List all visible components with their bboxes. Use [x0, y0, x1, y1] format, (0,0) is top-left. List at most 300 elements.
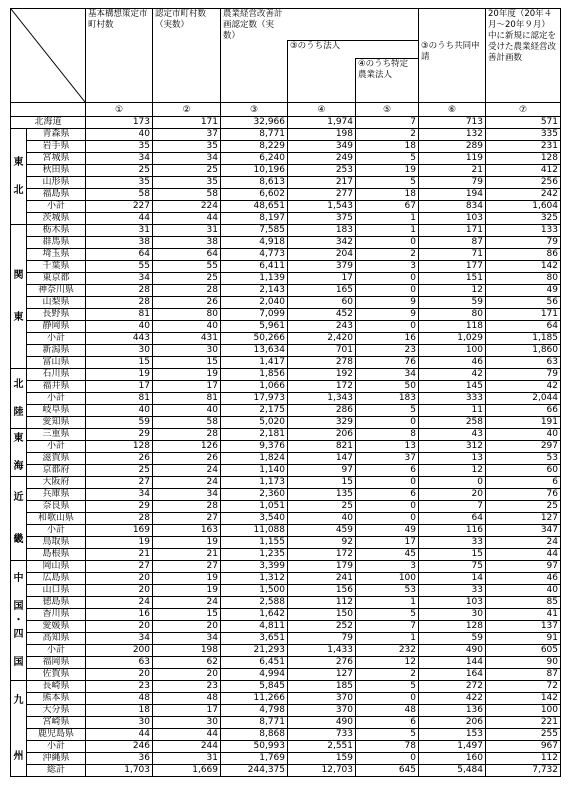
- cell-col2: 35: [153, 177, 221, 189]
- cell-col5: 13: [356, 441, 419, 453]
- cell-col4: 1,433: [288, 645, 356, 657]
- cell-col3: 4,918: [221, 237, 288, 249]
- cell-col5: 50: [356, 381, 419, 393]
- prefecture-name: 奈良県: [27, 501, 86, 513]
- table-row: [11, 549, 561, 561]
- header-col6-label: ③のうち共同申請: [421, 40, 480, 62]
- cell-col6: 42: [419, 369, 486, 381]
- cell-col6: 20: [419, 489, 486, 501]
- cell-col5: 0: [356, 477, 419, 489]
- cell-col1: 35: [86, 177, 153, 189]
- cell-col4: 329: [288, 417, 356, 429]
- cell-col5: 37: [356, 453, 419, 465]
- cell-col1: 26: [86, 453, 153, 465]
- region-label-hokuriku: 北 陸: [11, 369, 27, 429]
- cell-col2: 27: [153, 561, 221, 573]
- cell-col2: 31: [153, 225, 221, 237]
- cell-col1: 81: [86, 309, 153, 321]
- table-row: [11, 261, 561, 273]
- table-row: [11, 405, 561, 417]
- cell-col7: 127: [486, 513, 561, 525]
- cell-col1: 34: [86, 273, 153, 285]
- column-number-4: ④: [288, 103, 356, 117]
- cell-col7: 87: [486, 669, 561, 681]
- table-row: [11, 357, 561, 369]
- cell-col4: 379: [288, 261, 356, 273]
- cell-col6: 103: [419, 597, 486, 609]
- cell-col7: 76: [486, 489, 561, 501]
- cell-col2: 40: [153, 405, 221, 417]
- prefecture-name: 埼玉県: [27, 249, 86, 261]
- cell-col1: 227: [86, 201, 153, 213]
- cell-col1: 16: [86, 609, 153, 621]
- cell-col6: 21: [419, 165, 486, 177]
- cell-col6: 46: [419, 357, 486, 369]
- cell-col2: 55: [153, 261, 221, 273]
- prefecture-name: 山梨県: [27, 297, 86, 309]
- cell-col2: 44: [153, 729, 221, 741]
- cell-col6: 11: [419, 405, 486, 417]
- cell-col3: 1,856: [221, 369, 288, 381]
- cell-col6: 171: [419, 225, 486, 237]
- cell-col1: 20: [86, 585, 153, 597]
- prefecture-name: 島根県: [27, 549, 86, 561]
- table-row: [11, 213, 561, 225]
- cell-col7: 347: [486, 525, 561, 537]
- cell-col6: 1,497: [419, 741, 486, 753]
- cell-col7: 46: [486, 573, 561, 585]
- cell-col6: 0: [419, 477, 486, 489]
- cell-col4: 204: [288, 249, 356, 261]
- cell-col2: 34: [153, 489, 221, 501]
- table-row: [11, 153, 561, 165]
- cell-col5: 78: [356, 741, 419, 753]
- prefecture-name: 沖縄県: [27, 753, 86, 765]
- cell-col2: 40: [153, 321, 221, 333]
- cell-col7: 142: [486, 693, 561, 705]
- subtotal-label: 小計: [27, 393, 86, 405]
- prefecture-name: 富山県: [27, 357, 86, 369]
- cell-col1: 44: [86, 213, 153, 225]
- prefecture-name: 広島県: [27, 573, 86, 585]
- cell-col4: 733: [288, 729, 356, 741]
- cell-col7: 142: [486, 261, 561, 273]
- cell-col1: 63: [86, 657, 153, 669]
- region-label-kanto: 関 東: [11, 225, 27, 369]
- cell-col5: 45: [356, 549, 419, 561]
- cell-col6: 194: [419, 189, 486, 201]
- cell-col5: 8: [356, 429, 419, 441]
- cell-col1: 173: [86, 117, 153, 129]
- cell-col5: 18: [356, 141, 419, 153]
- cell-col6: 1,029: [419, 333, 486, 345]
- table-body: [11, 9, 561, 777]
- cell-col5: 0: [356, 501, 419, 513]
- prefecture-name: 愛媛県: [27, 621, 86, 633]
- cell-col6: 272: [419, 681, 486, 693]
- header-col5: [356, 59, 419, 103]
- cell-col4: 452: [288, 309, 356, 321]
- cell-col1: 28: [86, 513, 153, 525]
- subtotal-row: [11, 333, 561, 345]
- cell-col6: 30: [419, 609, 486, 621]
- cell-col4: 198: [288, 129, 356, 141]
- cell-col5: 6: [356, 465, 419, 477]
- header-col7-label: 20年度（20年４月～20年９月）中に新規に認定を受けた農業経営改善計画数: [488, 9, 557, 63]
- cell-col2: 81: [153, 393, 221, 405]
- header-col6-top: [419, 9, 486, 41]
- table-row: [11, 381, 561, 393]
- cell-col3: 244,375: [221, 765, 288, 777]
- cell-col7: 56: [486, 297, 561, 309]
- cell-col3: 6,240: [221, 153, 288, 165]
- table-row: [11, 729, 561, 741]
- table-row: [11, 597, 561, 609]
- cell-col1: 28: [86, 297, 153, 309]
- cell-col7: 335: [486, 129, 561, 141]
- cell-col2: 19: [153, 537, 221, 549]
- cell-col7: 571: [486, 117, 561, 129]
- cell-col6: 144: [419, 657, 486, 669]
- cell-col7: 24: [486, 537, 561, 549]
- cell-col7: 80: [486, 273, 561, 285]
- cell-col5: 7: [356, 621, 419, 633]
- cell-col1: 55: [86, 261, 153, 273]
- prefecture-name: 鹿児島県: [27, 729, 86, 741]
- cell-col3: 4,811: [221, 621, 288, 633]
- cell-col1: 19: [86, 537, 153, 549]
- cell-col2: 38: [153, 237, 221, 249]
- prefecture-name: 群馬県: [27, 237, 86, 249]
- cell-col6: 128: [419, 621, 486, 633]
- subtotal-row: [11, 645, 561, 657]
- cell-col4: 375: [288, 213, 356, 225]
- header-col3: [221, 9, 288, 103]
- table-row: [11, 669, 561, 681]
- cell-col2: 15: [153, 357, 221, 369]
- cell-col3: 1,235: [221, 549, 288, 561]
- cell-col5: 67: [356, 201, 419, 213]
- cell-col6: 59: [419, 297, 486, 309]
- prefecture-name: 岡山県: [27, 561, 86, 573]
- prefecture-name: 鳥取県: [27, 537, 86, 549]
- cell-col1: 31: [86, 225, 153, 237]
- table-row: [11, 225, 561, 237]
- table-row: [11, 189, 561, 201]
- table-row: [11, 573, 561, 585]
- region-label-tokai: 東 海: [11, 429, 27, 477]
- table-row: [11, 129, 561, 141]
- cell-col4: 192: [288, 369, 356, 381]
- cell-col7: 85: [486, 597, 561, 609]
- cell-col5: 0: [356, 693, 419, 705]
- cell-col1: 34: [86, 633, 153, 645]
- cell-col6: 490: [419, 645, 486, 657]
- cell-col1: 38: [86, 237, 153, 249]
- cell-col5: 0: [356, 285, 419, 297]
- cell-col2: 48: [153, 693, 221, 705]
- cell-col2: 17: [153, 381, 221, 393]
- cell-col4: 278: [288, 357, 356, 369]
- cell-col6: 258: [419, 417, 486, 429]
- cell-col4: 165: [288, 285, 356, 297]
- cell-col7: 133: [486, 225, 561, 237]
- cell-col6: 64: [419, 513, 486, 525]
- cell-col1: 246: [86, 741, 153, 753]
- cell-col7: 7,732: [486, 765, 561, 777]
- table-row: [11, 165, 561, 177]
- cell-col5: 9: [356, 309, 419, 321]
- cell-col5: 34: [356, 369, 419, 381]
- cell-col6: 312: [419, 441, 486, 453]
- column-number-blank: [11, 103, 86, 117]
- cell-col1: 40: [86, 129, 153, 141]
- column-number-row: [11, 103, 561, 117]
- cell-col2: 28: [153, 429, 221, 441]
- subtotal-label: 小計: [27, 333, 86, 345]
- cell-col6: 713: [419, 117, 486, 129]
- subtotal-label: 小計: [27, 441, 86, 453]
- cell-col5: 645: [356, 765, 419, 777]
- subtotal-label: 小計: [27, 201, 86, 213]
- row-label: 北海道: [11, 117, 86, 129]
- table-row: [11, 657, 561, 669]
- cell-col6: 119: [419, 153, 486, 165]
- cell-col4: 370: [288, 693, 356, 705]
- grand-total-row: [11, 765, 561, 777]
- cell-col3: 5,020: [221, 417, 288, 429]
- cell-col6: 164: [419, 669, 486, 681]
- table-row: [11, 141, 561, 153]
- cell-col4: 127: [288, 669, 356, 681]
- cell-col7: 325: [486, 213, 561, 225]
- cell-col5: 232: [356, 645, 419, 657]
- cell-col1: 200: [86, 645, 153, 657]
- cell-col1: 128: [86, 441, 153, 453]
- cell-col7: 66: [486, 405, 561, 417]
- prefecture-name: 栃木県: [27, 225, 86, 237]
- cell-col1: 29: [86, 501, 153, 513]
- region-label-kyushu: 九 州: [11, 681, 27, 777]
- cell-col2: 21: [153, 549, 221, 561]
- cell-col4: 135: [288, 489, 356, 501]
- statistics-table-container: [10, 8, 560, 777]
- header-row-1: [11, 9, 561, 41]
- cell-col5: 0: [356, 753, 419, 765]
- cell-col5: 5: [356, 405, 419, 417]
- cell-col5: 76: [356, 357, 419, 369]
- cell-col7: 79: [486, 369, 561, 381]
- cell-col3: 4,773: [221, 249, 288, 261]
- cell-col2: 19: [153, 585, 221, 597]
- cell-col4: 40: [288, 513, 356, 525]
- cell-col7: 86: [486, 249, 561, 261]
- cell-col1: 21: [86, 549, 153, 561]
- prefecture-name: 宮崎県: [27, 717, 86, 729]
- cell-col3: 1,417: [221, 357, 288, 369]
- cell-col2: 26: [153, 297, 221, 309]
- cell-col3: 2,360: [221, 489, 288, 501]
- cell-col2: 58: [153, 189, 221, 201]
- table-row: [11, 465, 561, 477]
- cell-col7: 40: [486, 429, 561, 441]
- table-row: [11, 585, 561, 597]
- cell-col4: 342: [288, 237, 356, 249]
- cell-col2: 25: [153, 165, 221, 177]
- cell-col3: 1,051: [221, 501, 288, 513]
- cell-col2: 20: [153, 669, 221, 681]
- cell-col5: 5: [356, 681, 419, 693]
- cell-col5: 5: [356, 177, 419, 189]
- cell-col2: 24: [153, 477, 221, 489]
- header-diagonal-cell: [11, 9, 86, 103]
- column-number-2: ②: [153, 103, 221, 117]
- cell-col1: 34: [86, 153, 153, 165]
- cell-col7: 191: [486, 417, 561, 429]
- cell-col4: 159: [288, 753, 356, 765]
- cell-col3: 3,651: [221, 633, 288, 645]
- cell-col2: 171: [153, 117, 221, 129]
- cell-col3: 2,181: [221, 429, 288, 441]
- table-row: [11, 609, 561, 621]
- table-row: [11, 273, 561, 285]
- cell-col3: 1,155: [221, 537, 288, 549]
- table-row: [11, 321, 561, 333]
- cell-col5: 23: [356, 345, 419, 357]
- cell-col6: 206: [419, 717, 486, 729]
- cell-col2: 31: [153, 753, 221, 765]
- prefecture-name: 佐賀県: [27, 669, 86, 681]
- cell-col4: 241: [288, 573, 356, 585]
- cell-col5: 0: [356, 513, 419, 525]
- cell-col5: 100: [356, 573, 419, 585]
- cell-col5: 17: [356, 537, 419, 549]
- cell-col5: 5: [356, 729, 419, 741]
- cell-col3: 1,312: [221, 573, 288, 585]
- cell-col4: 459: [288, 525, 356, 537]
- cell-col5: 2: [356, 249, 419, 261]
- cell-col4: 185: [288, 681, 356, 693]
- cell-col7: 242: [486, 189, 561, 201]
- prefecture-name: 静岡県: [27, 321, 86, 333]
- cell-col2: 224: [153, 201, 221, 213]
- cell-col7: 64: [486, 321, 561, 333]
- cell-col1: 58: [86, 189, 153, 201]
- cell-col1: 48: [86, 693, 153, 705]
- cell-col3: 1,066: [221, 381, 288, 393]
- table-row: [11, 177, 561, 189]
- cell-col7: 412: [486, 165, 561, 177]
- cell-col6: 100: [419, 345, 486, 357]
- cell-col3: 6,602: [221, 189, 288, 201]
- header-col4-lower: [288, 59, 356, 103]
- cell-col1: 40: [86, 405, 153, 417]
- cell-col7: 1,604: [486, 201, 561, 213]
- table-row: [11, 513, 561, 525]
- table-row: [11, 633, 561, 645]
- cell-col2: 30: [153, 345, 221, 357]
- cell-col1: 20: [86, 573, 153, 585]
- cell-col3: 11,088: [221, 525, 288, 537]
- table-row: [11, 429, 561, 441]
- prefecture-name: 岩手県: [27, 141, 86, 153]
- cell-col6: 289: [419, 141, 486, 153]
- header-col3-label: 農業経営改善計画認定数（実数）: [223, 9, 283, 41]
- table-row: [11, 693, 561, 705]
- cell-col6: 116: [419, 525, 486, 537]
- table-row: [11, 345, 561, 357]
- cell-col5: 5: [356, 609, 419, 621]
- prefecture-name: 東京都: [27, 273, 86, 285]
- cell-col2: 64: [153, 249, 221, 261]
- prefecture-name: 総計: [27, 765, 86, 777]
- cell-col1: 35: [86, 141, 153, 153]
- header-col2-label: 認定市町村数（実数）: [155, 9, 207, 30]
- table-row: [11, 309, 561, 321]
- cell-col2: 25: [153, 273, 221, 285]
- cell-col6: 71: [419, 249, 486, 261]
- cell-col1: 25: [86, 165, 153, 177]
- cell-col1: 20: [86, 621, 153, 633]
- cell-col7: 2,044: [486, 393, 561, 405]
- table-row: [11, 249, 561, 261]
- cell-col7: 297: [486, 441, 561, 453]
- cell-col5: 9: [356, 297, 419, 309]
- cell-col7: 100: [486, 705, 561, 717]
- cell-col1: 36: [86, 753, 153, 765]
- cell-col1: 169: [86, 525, 153, 537]
- prefecture-name: 高知県: [27, 633, 86, 645]
- column-number-6: ⑥: [419, 103, 486, 117]
- cell-col4: 79: [288, 633, 356, 645]
- cell-col6: 15: [419, 549, 486, 561]
- cell-col1: 23: [86, 681, 153, 693]
- cell-col5: 48: [356, 705, 419, 717]
- cell-col6: 43: [419, 429, 486, 441]
- prefecture-name: 岐阜県: [27, 405, 86, 417]
- cell-col6: 132: [419, 129, 486, 141]
- table-row: [11, 681, 561, 693]
- cell-col4: 243: [288, 321, 356, 333]
- cell-col3: 2,143: [221, 285, 288, 297]
- cell-col5: 3: [356, 261, 419, 273]
- cell-col7: 6: [486, 477, 561, 489]
- table-row: [11, 753, 561, 765]
- cell-col3: 50,993: [221, 741, 288, 753]
- subtotal-row: [11, 201, 561, 213]
- prefecture-name: 神奈川県: [27, 285, 86, 297]
- cell-col5: 6: [356, 717, 419, 729]
- cell-col7: 49: [486, 285, 561, 297]
- cell-col6: 14: [419, 573, 486, 585]
- cell-col7: 44: [486, 549, 561, 561]
- cell-col6: 7: [419, 501, 486, 513]
- cell-col4: 253: [288, 165, 356, 177]
- cell-col2: 163: [153, 525, 221, 537]
- cell-col7: 605: [486, 645, 561, 657]
- prefecture-name: 新潟県: [27, 345, 86, 357]
- cell-col2: 28: [153, 501, 221, 513]
- table-row: [11, 285, 561, 297]
- prefecture-name: 青森県: [27, 129, 86, 141]
- cell-col3: 50,266: [221, 333, 288, 345]
- header-col6: [419, 41, 486, 103]
- cell-col2: 27: [153, 513, 221, 525]
- cell-col7: 25: [486, 501, 561, 513]
- cell-col2: 35: [153, 141, 221, 153]
- header-col1: [86, 9, 153, 103]
- prefecture-name: 滋賀県: [27, 453, 86, 465]
